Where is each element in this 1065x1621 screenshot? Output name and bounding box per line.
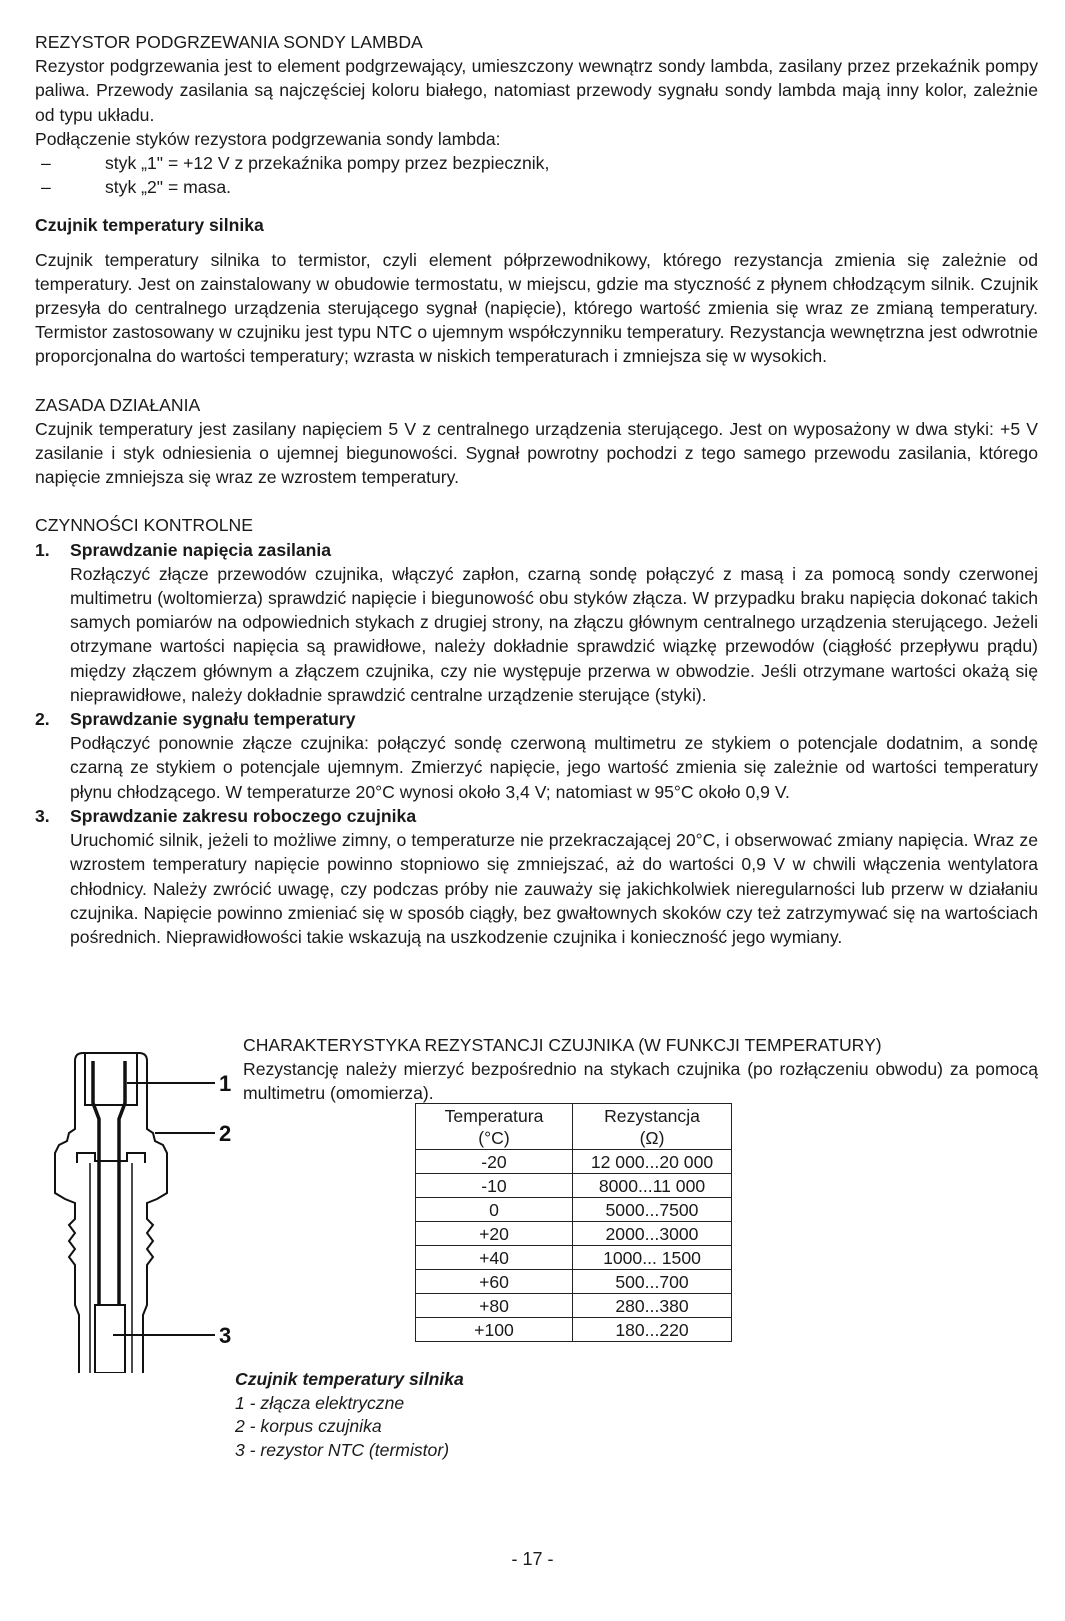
spacer [35, 489, 1038, 513]
section-heading: REZYSTOR PODGRZEWANIA SONDY LAMBDA [35, 32, 423, 52]
item-text: Podłączyć ponownie złącze czujnika: połączyć sondę czerwoną multimetru ze stykiem o potencjale dodatnim, a sondę czarną ze stykiem o potencjale ujemnym. Zmierzyć napięcie, jego wartość zmienia się zależnie od wartości temperatury płynu chłodzącego. W temperaturze 20°C wynosi około 3,4 V; natomiast w 95°C około 0,9 V. [70, 733, 1038, 802]
section-engine-temp-sensor [35, 213, 1038, 368]
paragraph: Czujnik temperatury silnika to termistor, czyli element półprzewodnikowy, którego rezystancja zmienia się zależnie od temperatury. Jest on zainstalowany w obudowie termostatu, w miejscu, gdzie ma styczność z płynem chłodzącym silnik. Czujnik przesyła do centralnego urządzenia sterującego sygnał (napięcie), którego wartość zmienia się wraz ze zmianą temperatury. Termistor zastosowany w czujniku jest typu NTC o ujemnym współczynniku temperatury. Rezystancja wewnętrzna jest odwrotnie proporcjonalna do wartości temperatury; wzrasta w niskich temperaturach i zmniejsza się w wysokich. [35, 249, 1038, 367]
numbered-item [35, 538, 1038, 707]
item-text: Rozłączyć złącze przewodów czujnika, włączyć zapłon, czarną sondę połączyć z masą i za pomocą sondy czerwonej multimetru (woltomierza) sprawdzić napięcie i biegunowość obu styków złącza. W przypadku braku napięcia dokonać takich samych pomiarów na odpowiednich stykach z drugiej strony, na złączu głównym centralnego urządzenia sterującego. Jeżeli otrzymane wartości napięcia są prawidłowe, należy dokładnie sprawdzić wiązkę przewodów (ciągłość przepływu prądu) między złączem głównym a złączem czujnika, czy nie występuje przerwa w obwodzie. Jeśli otrzymane wartości okażą się nieprawidłowe, należy dokładnie sprawdzić centralne urządzenie sterujące (styki). [70, 563, 1038, 705]
cell-temperature: +20 [416, 1222, 573, 1246]
cell-resistance: 12 000...20 000 [573, 1150, 732, 1174]
list-item-text: styk „1" = +12 V z przekaźnika pompy przez bezpiecznik, [105, 153, 550, 174]
page-number: - 17 - [511, 1549, 554, 1569]
item-number: 2. [35, 709, 50, 730]
section-heading: Czujnik temperatury silnika [35, 215, 264, 236]
document-page [35, 30, 1038, 949]
header-unit: (Ω) [639, 1128, 665, 1148]
section-operating-principle [35, 393, 1038, 490]
table-row [416, 1270, 732, 1294]
sensor-diagram [35, 1033, 240, 1373]
table-body [416, 1150, 732, 1342]
item-title: Sprawdzanie sygnału temperatury [70, 709, 356, 730]
section-heading: ZASADA DZIAŁANIA [35, 394, 201, 415]
caption-item: 1 - złącza elektryczne [235, 1392, 405, 1413]
item-title: Sprawdzanie napięcia zasilania [70, 539, 332, 560]
table-row [416, 1222, 732, 1246]
header-line: Rezystancja [604, 1106, 700, 1126]
cell-temperature: +40 [416, 1246, 573, 1270]
cell-resistance: 280...380 [573, 1294, 732, 1318]
item-text: Uruchomić silnik, jeżeli to możliwe zimny, o temperaturze nie przekraczającej 20°C, i obserwować zmiany napięcia. Wraz ze wzrostem temperatury napięcie powinno stopniowo się zmniejszać, aż do wartości 0,9 V w chwili włączenia wentylatora chłodnicy. Należy zwrócić uwagę, czy podczas próby nie zauważy się jakichkolwiek nieregularności lub przerw w działaniu czujnika. Napięcie powinno zmieniać się w sposób ciągły, bez gwałtownych skoków czy też zatrzymywać się na wartościach pośrednich. Nieprawidłowości takie wskazują na uszkodzenie czujnika i konieczność jego wymiany. [70, 830, 1038, 947]
leader-lines [113, 1083, 215, 1335]
contact-list [35, 151, 1038, 199]
list-item [35, 175, 1038, 199]
resistance-table [415, 1103, 732, 1342]
header-line: Temperatura [444, 1106, 544, 1126]
sensor-body-outline [55, 1053, 167, 1373]
caption-item: 3 - rezystor NTC (termistor) [235, 1439, 450, 1460]
list-item-text: styk „2" = masa. [105, 177, 232, 198]
header-temperature [416, 1104, 573, 1150]
cell-resistance: 5000...7500 [573, 1198, 732, 1222]
list-intro: Podłączenie styków rezystora podgrzewania sondy lambda: [35, 128, 501, 149]
table-header-row [416, 1104, 732, 1150]
label-3: 3 [219, 1323, 232, 1348]
electrical-leads [93, 1061, 125, 1305]
paragraph: Rezystor podgrzewania jest to element podgrzewający, umieszczony wewnątrz sondy lambda, zasilany przez przekaźnik pompy paliwa. Przewody zasilania są najczęściej koloru białego, natomiast przewody sygnału sondy lambda mają inny kolor, zależnie od typu układu. [35, 56, 1038, 125]
header-unit: (°C) [478, 1128, 510, 1148]
spacer [35, 369, 1038, 393]
cell-temperature: +60 [416, 1270, 573, 1294]
header-resistance [573, 1104, 732, 1150]
section-heading: CHARAKTERYSTYKA REZYSTANCJI CZUJNIKA (W FUNKCJI TEMPERATURY) [243, 1035, 882, 1055]
numbered-item [35, 804, 1038, 949]
resistance-characteristics [243, 1033, 1038, 1106]
cell-resistance: 2000...3000 [573, 1222, 732, 1246]
section-heading: CZYNNOŚCI KONTROLNE [35, 515, 253, 536]
ntc-resistor [95, 1305, 125, 1373]
dash-bullet: – [41, 177, 51, 198]
cell-resistance: 500...700 [573, 1270, 732, 1294]
table-row [416, 1150, 732, 1174]
item-number: 3. [35, 805, 50, 826]
cell-resistance: 180...220 [573, 1318, 732, 1342]
section-lambda-heater [35, 30, 1038, 199]
figure-and-table-area [35, 1033, 1038, 1503]
figure-caption [235, 1368, 464, 1462]
table-row [416, 1174, 732, 1198]
label-1: 1 [219, 1071, 232, 1096]
table-row [416, 1246, 732, 1270]
item-title: Sprawdzanie zakresu roboczego czujnika [70, 805, 417, 826]
table-row [416, 1294, 732, 1318]
caption-title: Czujnik temperatury silnika [235, 1369, 464, 1389]
table-row [416, 1318, 732, 1342]
cell-temperature: -10 [416, 1174, 573, 1198]
label-2: 2 [219, 1121, 232, 1146]
numbered-item [35, 707, 1038, 804]
table-row [416, 1198, 732, 1222]
cell-temperature: -20 [416, 1150, 573, 1174]
caption-item: 2 - korpus czujnika [235, 1416, 382, 1436]
cell-temperature: 0 [416, 1198, 573, 1222]
dash-bullet: – [41, 153, 51, 174]
spacer [35, 199, 1038, 213]
paragraph: Czujnik temperatury jest zasilany napięciem 5 V z centralnego urządzenia sterującego. Jest on wyposażony w dwa styki: +5 V zasilanie i styk odniesienia o ujemnej biegunowości. Sygnał powrotny pochodzi z tego samego przewodu zasilania, którego napięcie zmniejsza się wraz ze wzrostem temperatury. [35, 418, 1038, 488]
cell-resistance: 8000...11 000 [573, 1174, 732, 1198]
cell-resistance: 1000... 1500 [573, 1246, 732, 1270]
section-control-actions [35, 513, 1038, 949]
paragraph: Rezystancję należy mierzyć bezpośrednio na stykach czujnika (po rozłączeniu obwodu) za pomocą multimetru (omomierza). [243, 1059, 1038, 1104]
item-number: 1. [35, 539, 50, 560]
cell-temperature: +80 [416, 1294, 573, 1318]
cell-temperature: +100 [416, 1318, 573, 1342]
list-item [35, 151, 1038, 175]
